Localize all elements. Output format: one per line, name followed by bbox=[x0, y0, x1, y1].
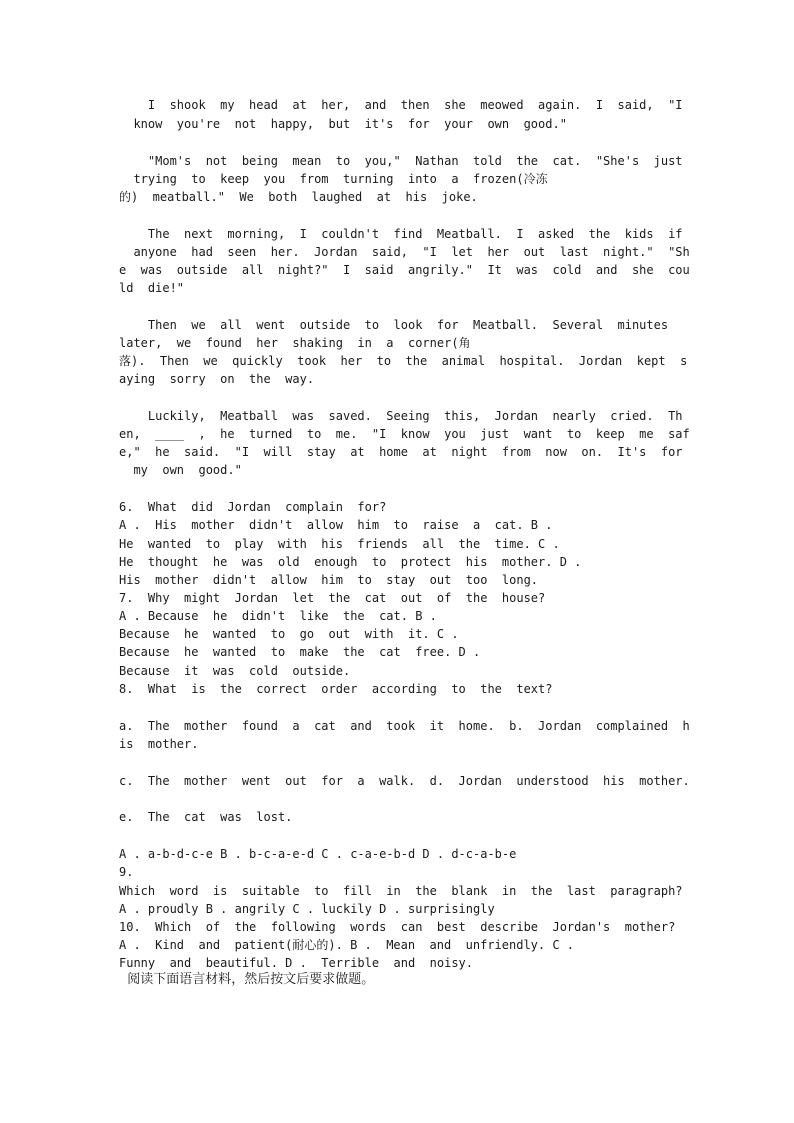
question-line: 7. Why might Jordan let the cat out of the house? bbox=[119, 591, 546, 605]
passage-line: anyone had seen her. Jordan said, "I let her out last night." "Sh bbox=[119, 245, 690, 259]
passage-line: aying sorry on the way. bbox=[119, 372, 315, 386]
passage-line: Then we all went outside to look for Meatball. Several minutes bbox=[119, 318, 669, 332]
passage-line: know you're not happy, but it's for your own good." bbox=[119, 117, 567, 131]
question-line: Because it was cold outside. bbox=[119, 664, 351, 678]
question-line: e. The cat was lost. bbox=[119, 810, 293, 824]
passage-line: my own good." bbox=[119, 463, 242, 477]
question-line: 10. Which of the following words can best describe Jordan's mother? bbox=[119, 920, 676, 934]
passage-line: later, we found her shaking in a corner(角 bbox=[119, 336, 471, 350]
question-line: He wanted to play with his friends all the time. C . bbox=[119, 537, 560, 551]
question-line: 6. What did Jordan complain for? bbox=[119, 500, 387, 514]
question-line: A . a-b-d-c-e B . b-c-a-e-d C . c-a-e-b-d D . d-c-a-b-e bbox=[119, 847, 517, 861]
question-line: Because he wanted to go out with it. C . bbox=[119, 627, 459, 641]
passage-line: e," he said. "I will stay at home at night from now on. It's for bbox=[119, 445, 683, 459]
passage-line: e was outside all night?" I said angrily." It was cold and she cou bbox=[119, 263, 690, 277]
passage-line: 落). Then we quickly took her to the animal hospital. Jordan kept s bbox=[119, 354, 688, 368]
question-line: 9. bbox=[119, 865, 134, 879]
passage-line: trying to keep you from turning into a frozen(冷冻 bbox=[119, 172, 548, 186]
passage-line: 的) meatball." We both laughed at his joke. bbox=[119, 190, 478, 204]
question-line: a. The mother found a cat and took it home. b. Jordan complained h bbox=[119, 719, 690, 733]
question-line: Which word is suitable to fill in the blank in the last paragraph? bbox=[119, 884, 683, 898]
question-line: c. The mother went out for a walk. d. Jordan understood his mother. bbox=[119, 774, 690, 788]
question-line: He thought he was old enough to protect his mother. D . bbox=[119, 555, 582, 569]
passage-line: I shook my head at her, and then she meowed again. I said, "I bbox=[119, 98, 683, 112]
reading-instruction: 阅读下面语言材料，然后按文后要求做题。 bbox=[119, 972, 375, 987]
question-line: A . Because he didn't like the cat. B . bbox=[119, 609, 437, 623]
passage-line: "Mom's not being mean to you," Nathan told the cat. "She's just bbox=[119, 154, 683, 168]
question-line: 8. What is the correct order according to the text? bbox=[119, 682, 553, 696]
passage-line: en, ____ , he turned to me. "I know you just want to keep me saf bbox=[119, 427, 690, 441]
passage-line: ld die!" bbox=[119, 281, 185, 295]
question-line: A . proudly B . angrily C . luckily D . surprisingly bbox=[119, 902, 495, 916]
question-line: Because he wanted to make the cat free. D . bbox=[119, 645, 481, 659]
question-line: is mother. bbox=[119, 737, 199, 751]
question-line: A . Kind and patient(耐心的). B . Mean and unfriendly. C . bbox=[119, 938, 575, 952]
question-line: Funny and beautiful. D . Terrible and noisy. bbox=[119, 956, 474, 970]
question-line: A . His mother didn't allow him to raise a cat. B . bbox=[119, 518, 553, 532]
passage-line: The next morning, I couldn't find Meatball. I asked the kids if bbox=[119, 227, 683, 241]
passage-line: Luckily, Meatball was saved. Seeing this, Jordan nearly cried. Th bbox=[119, 409, 683, 423]
question-line: His mother didn't allow him to stay out too long. bbox=[119, 573, 539, 587]
